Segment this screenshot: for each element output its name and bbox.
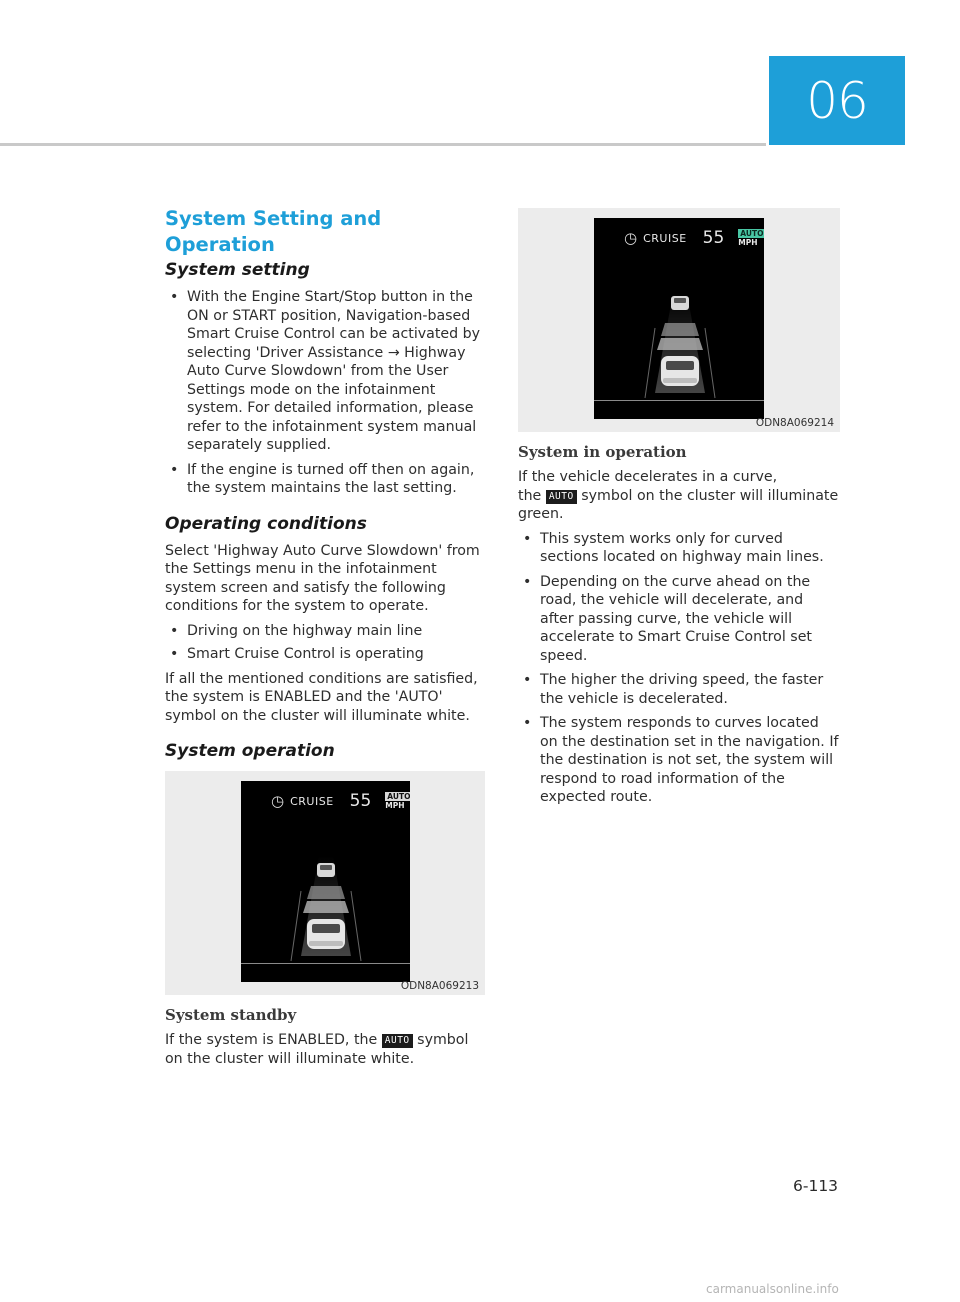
operating-conditions-outro: If all the mentioned conditions are satisfied, the system is ENABLED and the 'AUTO' symbol on the cluster will illuminate white. [165, 670, 478, 724]
auto-indicator: AUTO [385, 792, 410, 801]
cluster-screen [594, 218, 764, 419]
watermark: carmanualsonline.info [706, 1282, 839, 1296]
own-vehicle-icon [307, 919, 345, 949]
system-setting-heading: System setting [165, 260, 310, 280]
chapter-tab [769, 56, 905, 145]
road-scene [594, 218, 764, 419]
in-operation-list [518, 530, 840, 807]
cluster-figure-operation [518, 208, 840, 432]
list-item: • If the engine is turned off then on again, the system maintains the last setting. [165, 461, 485, 498]
system-standby-heading: System standby [165, 1006, 297, 1024]
speed-unit: MPH [385, 801, 405, 810]
section-title: System Setting and Operation [165, 207, 382, 256]
list-item: • Driving on the highway main line [165, 622, 485, 641]
cluster-figure-standby [165, 771, 485, 995]
own-vehicle-icon [661, 356, 699, 386]
set-speed: 55 [349, 791, 372, 811]
lead-vehicle-icon [317, 863, 335, 877]
system-operation-heading: System operation [165, 741, 335, 761]
system-in-operation-heading: System in operation [518, 443, 687, 461]
in-operation-line1: If the vehicle decelerates in a curve, [518, 469, 778, 485]
cruise-gauge-icon: ◷ [271, 792, 285, 810]
right-column [518, 208, 840, 807]
cruise-label: CRUISE [643, 231, 687, 245]
system-standby-text: If the system is ENABLED, the AUTO symbol on the cluster will illuminate white. [165, 1032, 469, 1067]
list-item: • Depending on the curve ahead on the road, the vehicle will decelerate, and after passing curve, the vehicle will accelerate to Smart Cruise Control set speed. [518, 573, 840, 666]
auto-indicator: AUTO [740, 229, 764, 238]
cluster-baseline [594, 400, 764, 401]
system-setting-list [165, 288, 485, 498]
operating-conditions-list [165, 622, 485, 664]
in-operation-line2: the AUTO symbol on the cluster will illuminate green. [518, 487, 839, 522]
figure-code: ODN8A069213 [400, 980, 479, 992]
operating-conditions-heading: Operating conditions [165, 513, 367, 534]
cruise-label: CRUISE [290, 794, 334, 808]
list-item: • Smart Cruise Control is operating [165, 645, 485, 664]
speed-unit: MPH [738, 238, 758, 247]
list-item: • With the Engine Start/Stop button in the ON or START position, Navigation-based Smart Cruise Control can be activated by selecting 'Driver Assistance → Highway Auto Curve Slowdown' from the User Settings mode on the infotainment system. For detailed information, please refer to the infotainment system manual separately supplied. [165, 288, 485, 455]
left-column [165, 206, 485, 1068]
list-item: • The higher the driving speed, the faster the vehicle is decelerated. [518, 671, 840, 708]
cluster-baseline [241, 963, 410, 964]
operating-conditions-intro: Select 'Highway Auto Curve Slowdown' from the Settings menu in the infotainment system screen and satisfy the following conditions for the system to operate. [165, 542, 480, 614]
road-scene [241, 781, 410, 982]
figure-code: ODN8A069214 [755, 417, 834, 429]
chapter-number: 06 [806, 71, 868, 130]
page-number: 6-113 [793, 1177, 839, 1195]
list-item: • This system works only for curved sections located on highway main lines. [518, 530, 840, 567]
list-item: • The system responds to curves located on the destination set in the navigation. If the destination is not set, the system will respond to road information of the expected route. [518, 714, 840, 807]
header-rule [0, 143, 766, 146]
auto-symbol-icon: AUTO [382, 1034, 413, 1048]
lead-vehicle-icon [671, 296, 689, 310]
set-speed: 55 [702, 228, 725, 248]
cruise-gauge-icon: ◷ [624, 229, 638, 247]
auto-symbol-icon: AUTO [546, 490, 577, 504]
cluster-screen [241, 781, 410, 982]
